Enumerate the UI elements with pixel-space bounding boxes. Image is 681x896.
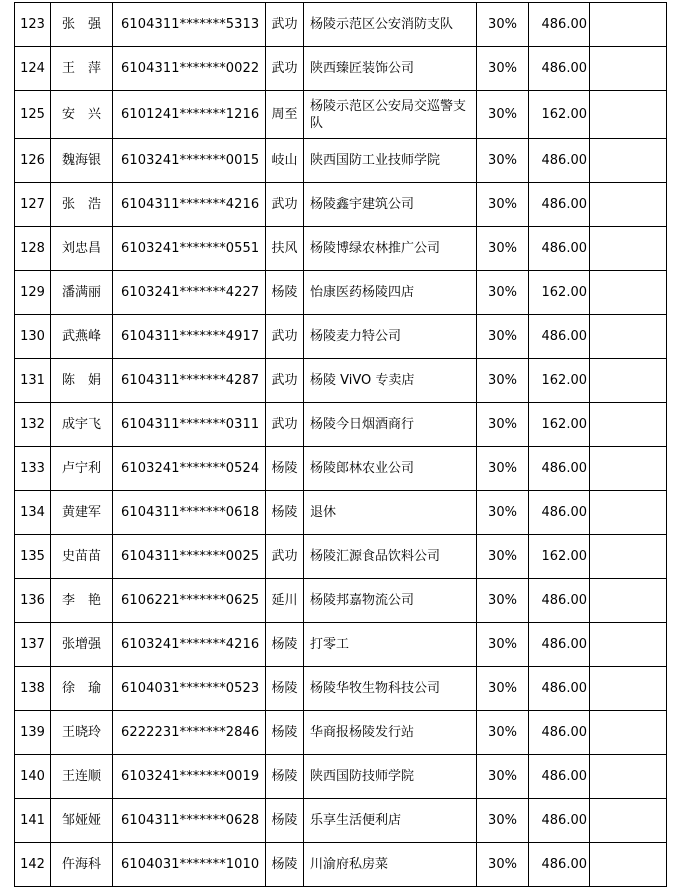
row-number-cell: 123 [15, 3, 51, 47]
table-row [15, 711, 667, 755]
amount-cell: 162.00 [529, 535, 590, 579]
employer-cell: 乐享生活便利店 [304, 799, 477, 843]
person-name-cell: 王连顺 [51, 755, 113, 799]
id-number-cell: 6104311*******0628 [113, 799, 266, 843]
amount-cell: 486.00 [529, 491, 590, 535]
hometown-cell: 杨陵 [266, 843, 304, 887]
hometown-cell: 武功 [266, 3, 304, 47]
amount-cell: 486.00 [529, 755, 590, 799]
person-name-cell: 陈 娟 [51, 359, 113, 403]
table-row [15, 403, 667, 447]
rate-cell: 30% [477, 359, 529, 403]
table-row [15, 535, 667, 579]
rate-cell: 30% [477, 799, 529, 843]
employer-cell: 杨陵示范区公安局交巡警支队 [304, 91, 477, 139]
row-number-cell: 141 [15, 799, 51, 843]
person-name-cell: 潘满丽 [51, 271, 113, 315]
amount-cell: 486.00 [529, 711, 590, 755]
row-number-cell: 135 [15, 535, 51, 579]
rate-cell: 30% [477, 535, 529, 579]
row-number-cell: 137 [15, 623, 51, 667]
table-row [15, 183, 667, 227]
person-name-cell: 王晓玲 [51, 711, 113, 755]
rate-cell: 30% [477, 315, 529, 359]
row-number-cell: 136 [15, 579, 51, 623]
amount-cell: 162.00 [529, 91, 590, 139]
id-number-cell: 6104031*******0523 [113, 667, 266, 711]
employer-cell: 杨陵示范区公安消防支队 [304, 3, 477, 47]
hometown-cell: 杨陵 [266, 667, 304, 711]
table-row [15, 843, 667, 887]
amount-cell: 486.00 [529, 623, 590, 667]
row-number-cell: 131 [15, 359, 51, 403]
id-number-cell: 6103241*******0551 [113, 227, 266, 271]
hometown-cell: 武功 [266, 403, 304, 447]
row-number-cell: 125 [15, 91, 51, 139]
rate-cell: 30% [477, 667, 529, 711]
remarks-cell [590, 667, 667, 711]
id-number-cell: 6106221*******0625 [113, 579, 266, 623]
remarks-cell [590, 227, 667, 271]
rate-cell: 30% [477, 91, 529, 139]
table-row [15, 447, 667, 491]
amount-cell: 486.00 [529, 447, 590, 491]
person-name-cell: 仵海科 [51, 843, 113, 887]
hometown-cell: 扶风 [266, 227, 304, 271]
amount-cell: 486.00 [529, 315, 590, 359]
rate-cell: 30% [477, 447, 529, 491]
amount-cell: 162.00 [529, 271, 590, 315]
table-row [15, 579, 667, 623]
remarks-cell [590, 3, 667, 47]
id-number-cell: 6103241*******0524 [113, 447, 266, 491]
employer-cell: 杨陵邦嘉物流公司 [304, 579, 477, 623]
remarks-cell [590, 91, 667, 139]
person-name-cell: 李 艳 [51, 579, 113, 623]
table-row [15, 491, 667, 535]
hometown-cell: 武功 [266, 315, 304, 359]
hometown-cell: 杨陵 [266, 623, 304, 667]
table-row [15, 315, 667, 359]
hometown-cell: 武功 [266, 183, 304, 227]
table-row [15, 755, 667, 799]
id-number-cell: 6101241*******1216 [113, 91, 266, 139]
rate-cell: 30% [477, 47, 529, 91]
id-number-cell: 6103241*******4227 [113, 271, 266, 315]
amount-cell: 486.00 [529, 227, 590, 271]
table-row [15, 139, 667, 183]
rate-cell: 30% [477, 491, 529, 535]
employer-cell: 华商报杨陵发行站 [304, 711, 477, 755]
rate-cell: 30% [477, 3, 529, 47]
employer-cell: 陕西臻匠装饰公司 [304, 47, 477, 91]
remarks-cell [590, 183, 667, 227]
remarks-cell [590, 711, 667, 755]
row-number-cell: 132 [15, 403, 51, 447]
id-number-cell: 6104311*******0022 [113, 47, 266, 91]
hometown-cell: 周至 [266, 91, 304, 139]
person-name-cell: 安 兴 [51, 91, 113, 139]
employer-cell: 杨陵 ViVO 专卖店 [304, 359, 477, 403]
employer-cell: 陕西国防工业技师学院 [304, 139, 477, 183]
id-number-cell: 6104311*******4287 [113, 359, 266, 403]
person-name-cell: 魏海银 [51, 139, 113, 183]
employer-cell: 杨陵汇源食品饮料公司 [304, 535, 477, 579]
amount-cell: 486.00 [529, 3, 590, 47]
remarks-cell [590, 47, 667, 91]
table-row [15, 359, 667, 403]
amount-cell: 162.00 [529, 403, 590, 447]
remarks-cell [590, 359, 667, 403]
hometown-cell: 杨陵 [266, 491, 304, 535]
remarks-cell [590, 491, 667, 535]
table-row [15, 3, 667, 47]
hometown-cell: 杨陵 [266, 755, 304, 799]
hometown-cell: 岐山 [266, 139, 304, 183]
employer-cell: 退休 [304, 491, 477, 535]
employer-cell: 杨陵华牧生物科技公司 [304, 667, 477, 711]
remarks-cell [590, 623, 667, 667]
employer-cell: 川渝府私房菜 [304, 843, 477, 887]
hometown-cell: 延川 [266, 579, 304, 623]
person-name-cell: 王 萍 [51, 47, 113, 91]
id-number-cell: 6222231*******2846 [113, 711, 266, 755]
remarks-cell [590, 535, 667, 579]
amount-cell: 486.00 [529, 579, 590, 623]
rate-cell: 30% [477, 403, 529, 447]
employer-cell: 怡康医药杨陵四店 [304, 271, 477, 315]
employer-cell: 杨陵鑫宇建筑公司 [304, 183, 477, 227]
id-number-cell: 6104311*******0025 [113, 535, 266, 579]
hometown-cell: 杨陵 [266, 799, 304, 843]
employer-cell: 杨陵今日烟酒商行 [304, 403, 477, 447]
row-number-cell: 124 [15, 47, 51, 91]
amount-cell: 486.00 [529, 183, 590, 227]
person-name-cell: 武燕峰 [51, 315, 113, 359]
rate-cell: 30% [477, 139, 529, 183]
id-number-cell: 6103241*******0015 [113, 139, 266, 183]
row-number-cell: 133 [15, 447, 51, 491]
amount-cell: 486.00 [529, 47, 590, 91]
person-name-cell: 张 浩 [51, 183, 113, 227]
person-name-cell: 刘忠昌 [51, 227, 113, 271]
person-name-cell: 张 强 [51, 3, 113, 47]
table-row [15, 667, 667, 711]
rate-cell: 30% [477, 711, 529, 755]
table-row [15, 799, 667, 843]
rate-cell: 30% [477, 755, 529, 799]
employer-cell: 杨陵博绿农林推广公司 [304, 227, 477, 271]
hometown-cell: 武功 [266, 359, 304, 403]
id-number-cell: 6104311*******4216 [113, 183, 266, 227]
person-name-cell: 邹娅娅 [51, 799, 113, 843]
row-number-cell: 128 [15, 227, 51, 271]
table-row [15, 271, 667, 315]
row-number-cell: 139 [15, 711, 51, 755]
hometown-cell: 杨陵 [266, 711, 304, 755]
id-number-cell: 6104311*******4917 [113, 315, 266, 359]
remarks-cell [590, 271, 667, 315]
person-name-cell: 徐 瑜 [51, 667, 113, 711]
subsidy-table [14, 2, 667, 887]
remarks-cell [590, 755, 667, 799]
row-number-cell: 142 [15, 843, 51, 887]
id-number-cell: 6104311*******0311 [113, 403, 266, 447]
row-number-cell: 130 [15, 315, 51, 359]
remarks-cell [590, 447, 667, 491]
remarks-cell [590, 579, 667, 623]
id-number-cell: 6103241*******0019 [113, 755, 266, 799]
person-name-cell: 成宇飞 [51, 403, 113, 447]
remarks-cell [590, 139, 667, 183]
person-name-cell: 黄建军 [51, 491, 113, 535]
amount-cell: 486.00 [529, 799, 590, 843]
row-number-cell: 127 [15, 183, 51, 227]
row-number-cell: 129 [15, 271, 51, 315]
id-number-cell: 6104031*******1010 [113, 843, 266, 887]
table-row [15, 623, 667, 667]
employer-cell: 杨陵郎林农业公司 [304, 447, 477, 491]
rate-cell: 30% [477, 843, 529, 887]
remarks-cell [590, 403, 667, 447]
person-name-cell: 史苗苗 [51, 535, 113, 579]
person-name-cell: 张增强 [51, 623, 113, 667]
table-row [15, 227, 667, 271]
remarks-cell [590, 843, 667, 887]
row-number-cell: 140 [15, 755, 51, 799]
row-number-cell: 138 [15, 667, 51, 711]
rate-cell: 30% [477, 579, 529, 623]
employer-cell: 陕西国防技师学院 [304, 755, 477, 799]
hometown-cell: 杨陵 [266, 447, 304, 491]
row-number-cell: 134 [15, 491, 51, 535]
rate-cell: 30% [477, 623, 529, 667]
rate-cell: 30% [477, 271, 529, 315]
remarks-cell [590, 315, 667, 359]
amount-cell: 486.00 [529, 843, 590, 887]
employer-cell: 打零工 [304, 623, 477, 667]
table-body [15, 3, 667, 887]
row-number-cell: 126 [15, 139, 51, 183]
hometown-cell: 武功 [266, 535, 304, 579]
hometown-cell: 杨陵 [266, 271, 304, 315]
table-row [15, 91, 667, 139]
rate-cell: 30% [477, 227, 529, 271]
employer-cell: 杨陵麦力特公司 [304, 315, 477, 359]
amount-cell: 162.00 [529, 359, 590, 403]
amount-cell: 486.00 [529, 139, 590, 183]
id-number-cell: 6104311*******0618 [113, 491, 266, 535]
id-number-cell: 6104311*******5313 [113, 3, 266, 47]
amount-cell: 486.00 [529, 667, 590, 711]
remarks-cell [590, 799, 667, 843]
hometown-cell: 武功 [266, 47, 304, 91]
table-row [15, 47, 667, 91]
rate-cell: 30% [477, 183, 529, 227]
id-number-cell: 6103241*******4216 [113, 623, 266, 667]
person-name-cell: 卢宁利 [51, 447, 113, 491]
